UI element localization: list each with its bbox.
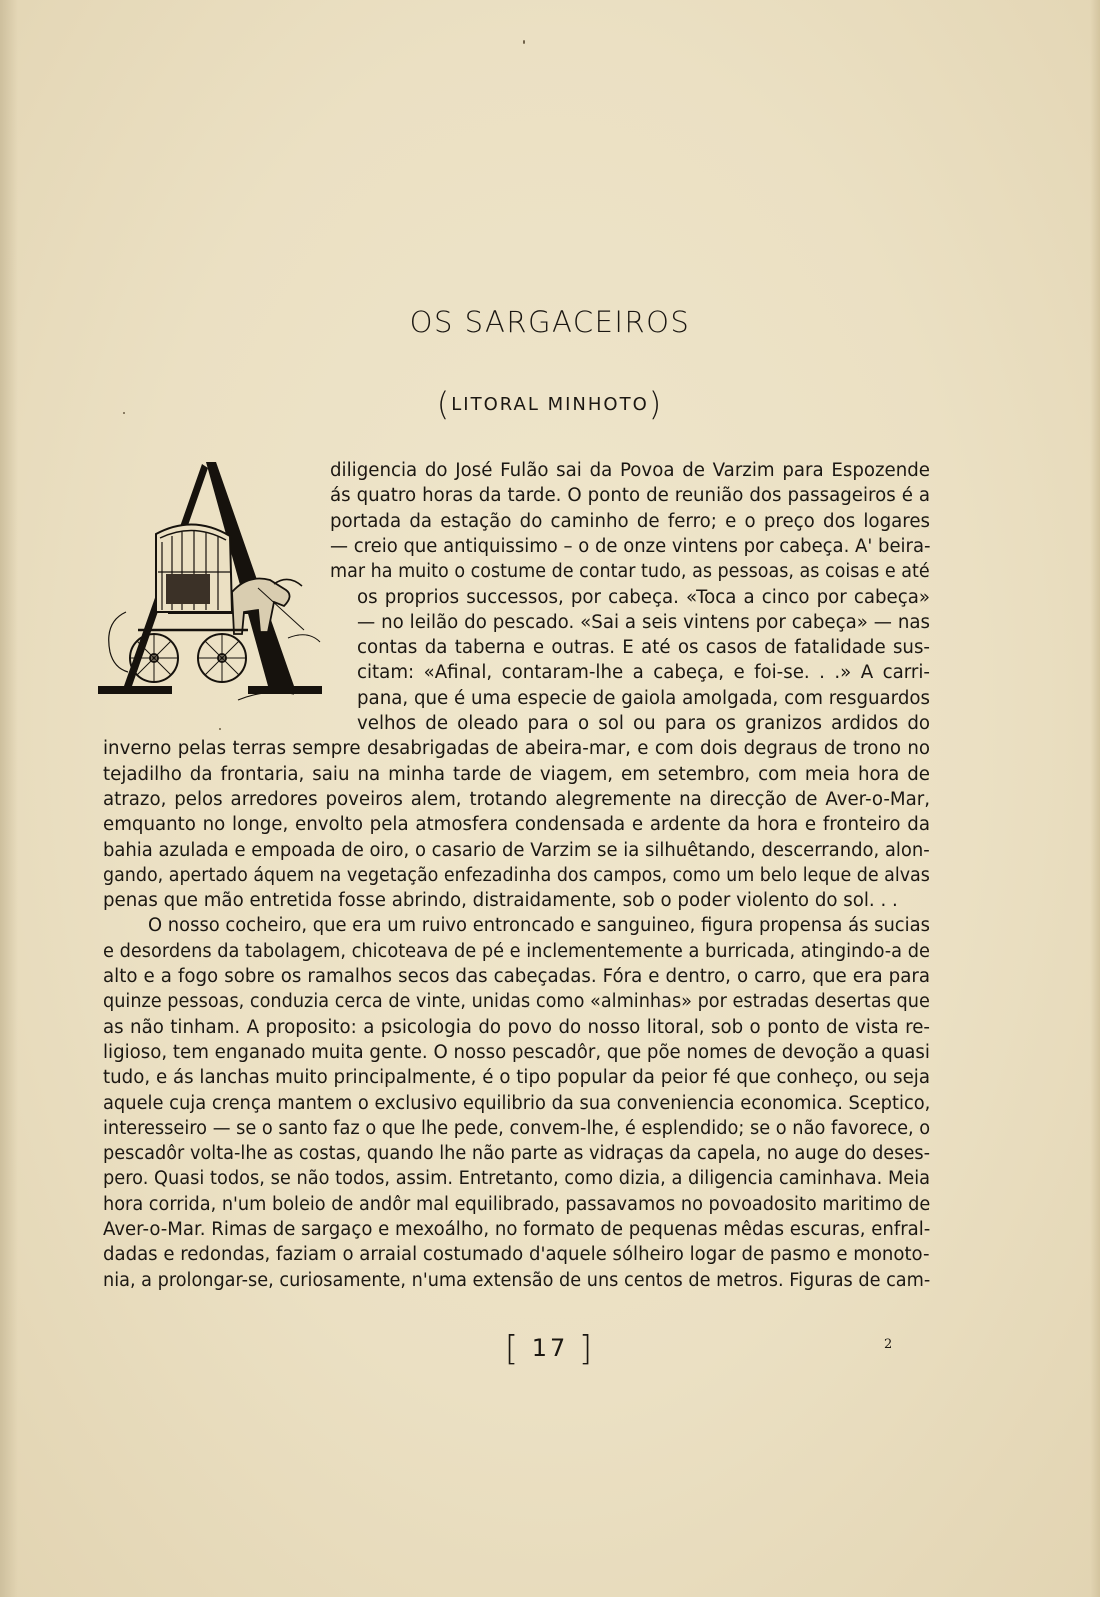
paper-speck — [523, 40, 525, 44]
text-line: os proprios successos, por cabeça. «Toca a cinco por cabeça» — [357, 586, 930, 608]
text-line: inverno pelas terras sempre desabrigadas de abeira-mar, e com dois degraus de trono no — [103, 738, 930, 760]
text-line: velhos de oleado para o sol ou para os granizos ardidos do — [357, 713, 930, 734]
text-line: gando, apertado áquem na vegetação enfezadinha dos campos, como um belo leque de alvas — [103, 864, 930, 886]
paper-speck — [219, 728, 221, 730]
text-line: — no leilão do pescado. «Sai a seis vintens por cabeça» — nas — [357, 611, 930, 633]
paper-speck — [123, 412, 125, 414]
text-line: citam: «Afinal, contaram-lhe a cabeça, e foi-se. . .» A carri- — [357, 662, 930, 684]
chapter-subtitle — [0, 385, 1100, 423]
close-paren: ) — [648, 385, 664, 423]
text-line: ás quatro horas da tarde. O ponto de reunião dos passageiros é a — [330, 485, 930, 507]
text-line: emquanto no longe, envolto pela atmosfera condensada e ardente da hora e fronteiro da — [103, 814, 930, 836]
subtitle-text: LITORAL MINHOTO — [451, 394, 649, 415]
text-line: ligioso, tem enganado muita gente. O nosso pescadôr, que põe nomes de devoção a quasi — [103, 1041, 930, 1063]
text-line: penas que mão entretida fosse abrindo, distraidamente, sob o poder violento do sol. . . — [103, 890, 898, 912]
text-line: hora corrida, n'um boleio de andôr mal equilibrado, passavamos no povoadosito maritimo de — [103, 1193, 931, 1215]
close-bracket: ] — [578, 1329, 596, 1369]
text-line: dadas e redondas, faziam o arraial costumado d'aquele sólheiro logar de pasmo e monoto- — [103, 1244, 930, 1266]
text-line: pescadôr volta-lhe as costas, quando lhe não parte as vidraças da capela, no auge do deses- — [103, 1143, 930, 1165]
text-line: O nosso cocheiro, que era um ruivo entroncado e sanguineo, figura propensa ás sucias — [148, 915, 930, 937]
open-paren: ( — [436, 385, 452, 423]
text-line: as não tinham. A proposito: a psicologia do povo do nosso litoral, sob o ponto de vista re- — [103, 1016, 930, 1038]
page-number-value: 17 — [531, 1334, 569, 1362]
text-line: atrazo, pelos arredores poveiros alem, trotando alegremente na direcção de Aver-o-Mar, — [103, 788, 930, 810]
text-line: — creio que antiquissimo – o de onze vintens por cabeça. A' beira- — [330, 535, 931, 557]
text-line: interesseiro — se o santo faz o que lhe pede, convem-lhe, é esplendido; se o não favorece, o — [103, 1117, 931, 1139]
text-line: nia, a prolongar-se, curiosamente, n'uma extensão de uns centos de metros. Figuras de cam- — [103, 1269, 931, 1291]
chapter-title: OS SARGACEIROS — [409, 305, 691, 339]
text-line: quinze pessoas, conduzia cerca de vinte, unidas como «alminhas» por estradas desertas que — [103, 991, 930, 1013]
text-line: bahia azulada e empoada de oiro, o casario de Varzim se ia silhuêtando, descerrando, alon- — [103, 839, 930, 861]
text-line: aquele cuja crença mantem o exclusivo equilibrio da sua conveniencia economica. Sceptico, — [103, 1092, 931, 1114]
text-line: contas da taberna e outras. E até os casos de fatalidade sus- — [357, 637, 930, 659]
page-number — [0, 1329, 1100, 1369]
text-line: tudo, e ás lanchas muito principalmente, é o tipo popular da peior fé que conheço, ou seja — [103, 1067, 930, 1089]
text-line: diligencia do José Fulão sai da Povoa de Varzim para Espozende — [330, 460, 930, 481]
text-line: pero. Quasi todos, se não todos, assim. Entretanto, como dizia, a diligencia caminhava. Meia — [103, 1168, 931, 1190]
text-line: tejadilho da frontaria, saiu na minha tarde de viagem, em setembro, com meia hora de — [103, 763, 930, 785]
text-line: portada da estação do caminho de ferro; e o preço dos logares — [330, 510, 930, 532]
text-line: e desordens da tabolagem, chicoteava de pé e inclementemente a burricada, atingindo-a de — [103, 940, 930, 962]
signature-mark: 2 — [884, 1337, 893, 1352]
text-line: Aver-o-Mar. Rimas de sargaço e mexoálho, no formato de pequenas mêdas escuras, enfral- — [103, 1219, 931, 1240]
dropcap-illustration — [98, 462, 330, 714]
text-line: alto e a fogo sobre os ramalhos secos das cabeçadas. Fóra e dentro, o carro, que era para — [103, 966, 930, 987]
text-line: mar ha muito o costume de contar tudo, as pessoas, as coisas e até — [330, 561, 930, 583]
text-line: pana, que é uma especie de gaiola amolgada, com resguardos — [357, 687, 930, 709]
open-bracket: [ — [504, 1329, 522, 1369]
